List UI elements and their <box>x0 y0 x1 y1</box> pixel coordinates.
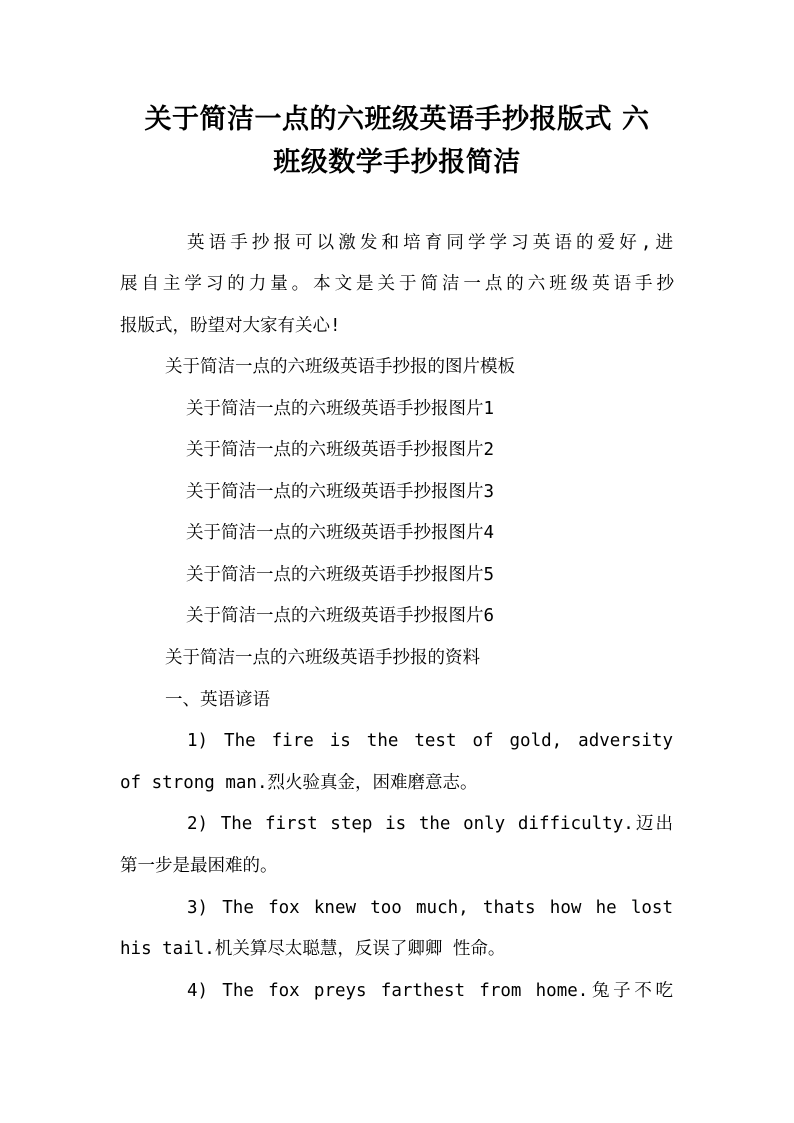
image-caption-3: 关于简洁一点的六班级英语手抄报图片3 <box>186 482 495 502</box>
section-heading-materials: 关于简洁一点的六班级英语手抄报的资料 <box>165 648 480 668</box>
section-heading-image-templates: 关于简洁一点的六班级英语手抄报的图片模板 <box>165 357 515 377</box>
image-caption-2: 关于简洁一点的六班级英语手抄报图片2 <box>186 440 495 460</box>
image-caption-6: 关于简洁一点的六班级英语手抄报图片6 <box>186 606 495 626</box>
proverb-3-line-2: his tail.机关算尽太聪慧，反误了卿卿 性命。 <box>120 939 506 959</box>
intro-line-3: 报版式，盼望对大家有关心! <box>120 316 341 336</box>
proverb-1-line-2: of strong man.烈火验真金，困难磨意志。 <box>120 773 478 793</box>
proverb-3-line-1: 3) The fox knew too much, thats how he lost <box>187 898 673 918</box>
document-title-line-1: 关于简洁一点的六班级英语手抄报版式 六 <box>144 104 650 135</box>
intro-line-2: 展自主学习的力量。本文是关于简洁一点的六班级英语手抄 <box>120 274 674 294</box>
intro-line-1: 英语手抄报可以激发和培育同学学习英语的爱好,进 <box>187 233 673 253</box>
proverb-4-line-1: 4) The fox preys farthest from home.兔子不吃 <box>187 981 673 1001</box>
proverb-1-line-1: 1) The fire is the test of gold, adversity <box>187 731 673 751</box>
image-caption-5: 关于简洁一点的六班级英语手抄报图片5 <box>186 565 495 585</box>
image-caption-4: 关于简洁一点的六班级英语手抄报图片4 <box>186 523 495 543</box>
document-title-line-2: 班级数学手抄报简洁 <box>273 147 521 178</box>
subsection-heading-proverbs: 一、英语谚语 <box>165 690 270 710</box>
image-caption-1: 关于简洁一点的六班级英语手抄报图片1 <box>186 399 495 419</box>
proverb-2-line-1: 2) The first step is the only difficulty.迈出 <box>187 814 673 834</box>
proverb-2-line-2: 第一步是最困难的。 <box>120 856 278 876</box>
